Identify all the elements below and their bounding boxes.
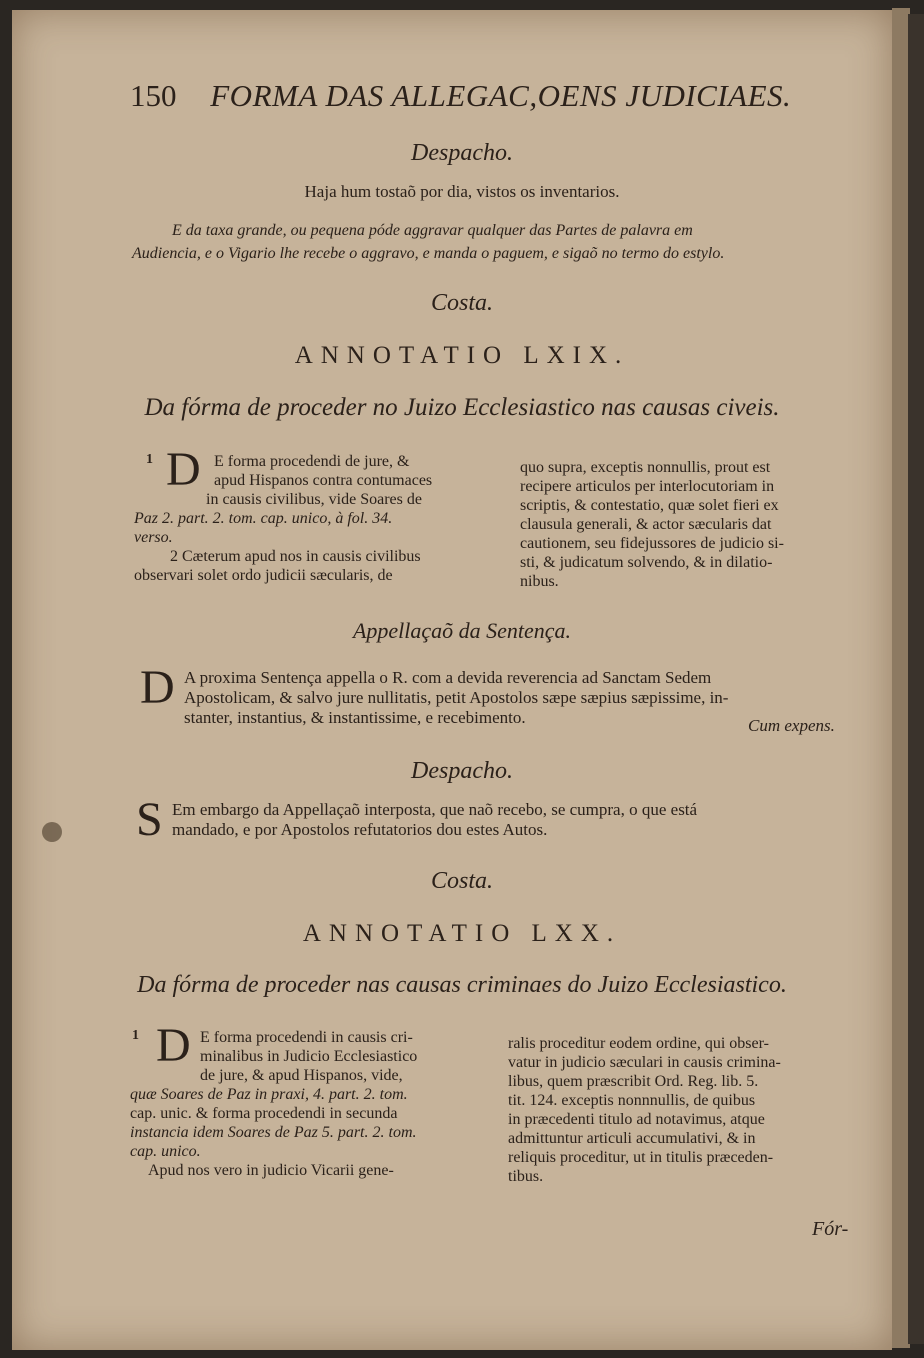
text-line: nibus. [520,573,559,590]
text-line: clausula generali, & actor sæcularis dat [520,516,772,533]
paragraph-number: 1 [146,452,153,467]
text-line: in præcedenti titulo ad notavimus, atque [508,1111,765,1128]
annotatio-70-title: ANNOTATIO LXX. [302,920,622,947]
costa-heading: Costa. [430,290,493,316]
text-line: tit. 124. exceptis nonnnullis, de quibus [508,1092,756,1109]
text-line: quæ Soares de Paz in praxi, 4. part. 2. tom. [130,1086,408,1103]
despacho-text [172,800,697,840]
text-line: Apostolicam, & salvo jure nullitatis, petit Apostolos sæpe sæpius sæpissime, in- [184,688,729,707]
drop-capital: S [136,793,163,846]
text-line: libus, quem præscribit Ord. Reg. lib. 5. [508,1073,759,1090]
text-line: quo supra, exceptis nonnullis, prout est [520,459,771,476]
text-line: stanter, instantius, & instantissime, e recebimento. [184,708,526,727]
cum-expens: Cum expens. [748,716,835,735]
left-column [134,452,432,585]
text-line: Paz 2. part. 2. tom. cap. unico, à fol. 34. [134,510,393,527]
catchword: Fór- [812,1218,849,1240]
text-line: verso. [134,529,173,546]
text-line: sti, & judicatum solvendo, & in dilatio- [520,554,773,571]
text-line: Apud nos vero in judicio Vicarii gene- [148,1162,394,1179]
running-header [130,78,860,114]
text-line: 2 Cæterum apud nos in causis civilibus [170,548,421,565]
despacho-heading: Despacho. [411,758,513,784]
text-line: E forma procedendi in causis cri- [200,1029,413,1046]
text-line: vatur in judicio sæculari in causis crimina- [508,1054,781,1071]
text-line: mandado, e por Apostolos refutatorios dou estes Autos. [172,820,548,839]
drop-capital: D [140,661,175,714]
appellacao-heading: Appellaçaõ da Sentença. [352,618,572,643]
text-line: admittuntur articuli accumulativi, & in [508,1130,756,1147]
annotatio-69-title: ANNOTATIO LXIX. [294,342,630,369]
annotatio-70-subtitle: Da fórma de proceder nas causas criminaes do Juizo Ecclesiastico. [137,972,787,998]
drop-capital: D [156,1019,191,1072]
text-line: Em embargo da Appellaçaõ interposta, que naõ recebo, se cumpra, o que está [172,800,698,819]
text-line: cap. unico. [130,1143,201,1160]
running-title: FORMA DAS ALLEGAC,OENS JUDICIAES. [210,78,792,113]
left-column [130,1028,417,1180]
text-line: ralis proceditur eodem ordine, qui obser- [508,1035,769,1052]
right-column [508,1034,781,1186]
drop-capital: D [166,443,201,496]
text-line: tibus. [508,1168,544,1185]
text-line: reliquis proceditur, ut in titulis præceden- [508,1149,774,1166]
text-line: scriptis, & contestatio, quæ solet fieri ex [520,497,779,514]
note-line-1: E da taxa grande, ou pequena póde aggravar qualquer das Partes de palavra em [172,222,693,239]
ink-stain [42,822,62,842]
costa-heading: Costa. [430,868,493,894]
text-line: apud Hispanos contra contumaces [214,472,433,489]
despacho-text: Haja hum tostaõ por dia, vistos os inventarios. [304,182,620,201]
right-column [520,458,784,591]
text-line: in causis civilibus, vide Soares de [206,491,422,508]
despacho-heading: Despacho. [411,140,513,166]
text-line: de jure, & apud Hispanos, vide, [200,1067,403,1084]
text-line: cautionem, seu fidejussores de judicio si- [520,535,784,552]
text-line: A proxima Sentença appella o R. com a devida reverencia ad Sanctam Sedem [184,668,712,687]
text-line: E forma procedendi de jure, & [214,453,410,470]
annotatio-69-subtitle: Da fórma de proceder no Juizo Ecclesiastico nas causas civeis. [144,394,780,421]
page-number: 150 [130,78,177,113]
note-line-2: Audiencia, e o Vigario lhe recebe o aggravo, e manda o paguem, e sigaõ no termo do estylo. [132,245,725,262]
text-line: recipere articulos per interlocutoriam in [520,478,775,495]
book-cover-edge [908,14,924,1344]
text-line: cap. unic. & forma procedendi in secunda [130,1105,398,1122]
text-line: observari solet ordo judicii sæcularis, de [134,567,393,584]
paragraph-number: 1 [132,1028,139,1043]
text-line: instancia idem Soares de Paz 5. part. 2. tom. [130,1124,417,1141]
appellacao-text [184,668,728,728]
text-line: minalibus in Judicio Ecclesiastico [200,1048,418,1065]
